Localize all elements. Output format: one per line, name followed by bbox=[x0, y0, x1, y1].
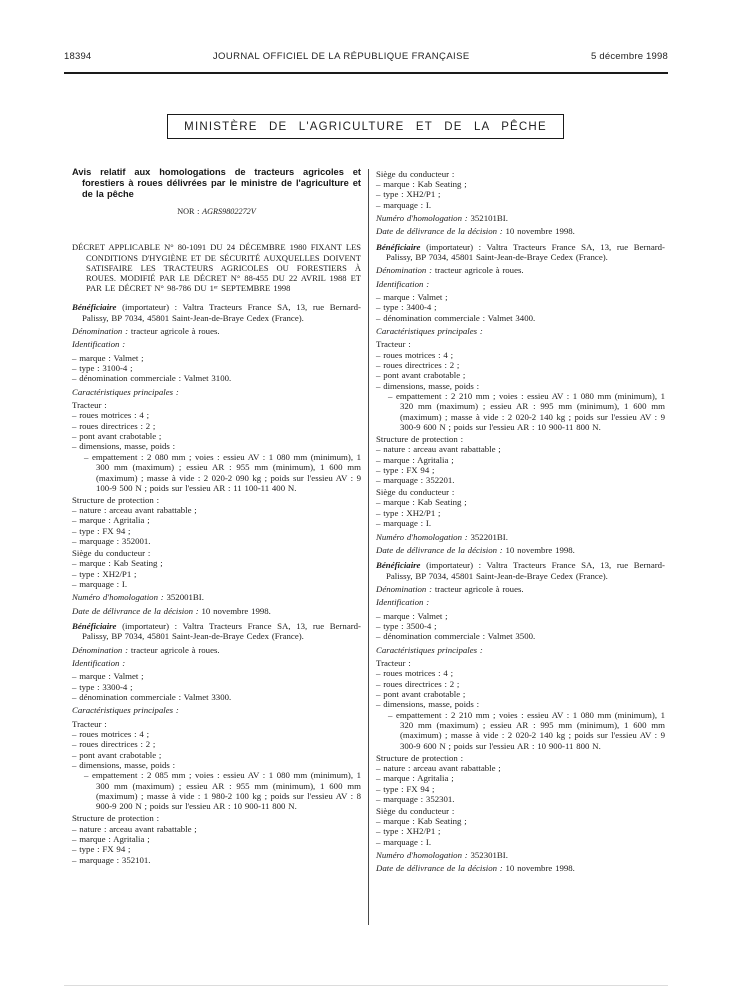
paragraph-text: – dénomination commerciale : Valmet 3100. bbox=[72, 373, 232, 384]
list-item bbox=[72, 363, 361, 373]
list-item bbox=[376, 465, 665, 475]
labeled-line bbox=[72, 592, 361, 602]
beneficiary-paragraph bbox=[72, 621, 361, 642]
paragraph-text: – type : FX 94 ; bbox=[72, 844, 131, 855]
list-item bbox=[72, 558, 361, 568]
list-item bbox=[376, 773, 665, 783]
section-label bbox=[72, 813, 361, 823]
paragraph-text: tracteur agricole à roues. bbox=[432, 583, 524, 594]
paragraph-text: – marquage : I. bbox=[376, 199, 432, 210]
list-item bbox=[72, 750, 361, 760]
list-item bbox=[72, 431, 361, 441]
labeled-line bbox=[72, 658, 361, 668]
paragraph-text: – roues directrices : 2 ; bbox=[72, 420, 156, 431]
paragraph-text: Tracteur : bbox=[376, 657, 411, 668]
paragraph-text: – roues motrices : 4 ; bbox=[72, 729, 150, 740]
paragraph-text: – marque : Agritalia ; bbox=[72, 834, 150, 845]
paragraph-lead: Bénéficiaire bbox=[72, 302, 117, 313]
paragraph-text: – dénomination commerciale : Valmet 3400. bbox=[376, 312, 536, 323]
list-item bbox=[376, 679, 665, 689]
labeled-line bbox=[72, 606, 361, 616]
paragraph-text: (importateur) : Valtra Tracteurs France SA, 13, rue Bernard-Palissy, BP 7034, 45801 Saint-Jean-de-Braye Cedex (France). bbox=[82, 302, 361, 323]
paragraph-text: Structure de protection : bbox=[376, 433, 464, 444]
nor-reference bbox=[72, 207, 361, 217]
list-item bbox=[72, 353, 361, 363]
labeled-line bbox=[376, 326, 665, 336]
paragraph-text: – type : XH2/P1 ; bbox=[72, 568, 137, 579]
list-item bbox=[376, 699, 665, 709]
section-label bbox=[72, 495, 361, 505]
list-item bbox=[72, 824, 361, 834]
right-column bbox=[376, 167, 665, 877]
paragraph-lead: Date de délivrance de la décision : bbox=[72, 605, 199, 616]
paragraph-text: Structure de protection : bbox=[72, 813, 160, 824]
paragraph-lead: Caractéristiques principales : bbox=[72, 705, 179, 716]
list-item bbox=[376, 763, 665, 773]
list-item bbox=[376, 689, 665, 699]
section-label bbox=[376, 753, 665, 763]
section-label bbox=[376, 434, 665, 444]
labeled-line bbox=[376, 532, 665, 542]
paragraph-text: – type : FX 94 ; bbox=[376, 464, 435, 475]
paragraph-lead: Identification : bbox=[376, 597, 430, 608]
beneficiary-paragraph bbox=[376, 242, 665, 263]
paragraph-text: – roues directrices : 2 ; bbox=[376, 360, 460, 370]
left-column bbox=[72, 167, 361, 865]
section-label bbox=[376, 658, 665, 668]
paragraph-text: – roues motrices : 4 ; bbox=[376, 349, 454, 360]
paragraph-text: Siège du conducteur : bbox=[376, 805, 455, 816]
notice-heading bbox=[72, 167, 361, 200]
paragraph-text: – dimensions, masse, poids : bbox=[376, 699, 480, 710]
list-item bbox=[72, 692, 361, 702]
paragraph-text: 10 novembre 1998. bbox=[502, 863, 575, 874]
list-item bbox=[376, 189, 665, 199]
list-item bbox=[376, 444, 665, 454]
beneficiary-paragraph bbox=[376, 560, 665, 581]
labeled-line bbox=[72, 339, 361, 349]
list-item bbox=[72, 505, 361, 515]
list-item bbox=[72, 844, 361, 854]
paragraph-lead: Dénomination : bbox=[376, 583, 433, 594]
list-item bbox=[72, 855, 361, 865]
paragraph-text: – type : XH2/P1 ; bbox=[376, 507, 441, 518]
list-item bbox=[376, 837, 665, 847]
page-number: 18394 bbox=[64, 51, 92, 62]
section-label bbox=[72, 719, 361, 729]
paragraph-text: 352301BI. bbox=[467, 850, 508, 861]
paragraph-text: – dénomination commerciale : Valmet 3500. bbox=[376, 631, 536, 642]
section-label bbox=[376, 806, 665, 816]
paragraph-text: – roues directrices : 2 ; bbox=[72, 739, 156, 750]
list-item bbox=[376, 826, 665, 836]
paragraph-text: – marquage : I. bbox=[376, 836, 432, 847]
paragraph-text: – roues motrices : 4 ; bbox=[72, 410, 150, 421]
paragraph-text: – empattement : 2 210 mm ; voies : essieu AV : 1 080 mm (minimum), 1 320 mm (maximum) ; essieu AR : 995 mm (minimum), 1 600 mm (maximum) ; masse à vide : 2 020-2 140 kg ; poids sur l'essieu AV : 9 300-9 600 N ; poids sur l'essieu AR : 10 900-11 800 N. bbox=[388, 391, 665, 433]
list-item bbox=[376, 313, 665, 323]
paragraph-text: – roues directrices : 2 ; bbox=[376, 678, 460, 689]
paragraph-text: 10 novembre 1998. bbox=[502, 226, 575, 237]
paragraph-text: – pont avant crabotable ; bbox=[376, 688, 466, 699]
paragraph-text: Structure de protection : bbox=[72, 494, 160, 505]
paragraph-lead: Identification : bbox=[72, 658, 126, 669]
list-item bbox=[376, 621, 665, 631]
list-item bbox=[376, 497, 665, 507]
paragraph-text: – marque : Kab Seating ; bbox=[376, 497, 467, 508]
list-item bbox=[376, 200, 665, 210]
paragraph-lead: Caractéristiques principales : bbox=[376, 325, 483, 336]
decree-reference bbox=[72, 242, 361, 293]
paragraph-text: – nature : arceau avant rabattable ; bbox=[72, 823, 197, 834]
paragraph-text: – marque : Valmet ; bbox=[72, 352, 144, 363]
list-item bbox=[376, 784, 665, 794]
paragraph-lead: Identification : bbox=[376, 278, 430, 289]
list-item bbox=[376, 475, 665, 485]
paragraph-text: Avis relatif aux homologations de tracteurs agricoles et forestiers à roues délivrées par le ministre de l'agriculture et de la pêche bbox=[72, 167, 361, 199]
list-item bbox=[72, 569, 361, 579]
paragraph-text: – marque : Valmet ; bbox=[376, 610, 448, 621]
paragraph-text: Tracteur : bbox=[72, 400, 107, 411]
paragraph-text: – type : FX 94 ; bbox=[376, 783, 435, 794]
section-label bbox=[376, 339, 665, 349]
paragraph-lead: Numéro d'homologation : bbox=[376, 850, 468, 861]
list-item bbox=[72, 373, 361, 383]
paragraph-text: DÉCRET APPLICABLE N° 80-1091 DU 24 DÉCEMBRE 1980 FIXANT LES CONDITIONS D'HYGIÈNE ET DE SÉCURITÉ AUXQUELLES DOIVENT SATISFAIRE LES TRACTEURS AGRICOLES OU FORESTIERS À ROUES. MODIFIÉ PAR LE DÉCRET N° 88-455 DU 22 AVRIL 1988 ET PAR LE DÉCRET N° 98-786 DU 1ᵉʳ SEPTEMBRE 1998 bbox=[72, 242, 361, 294]
list-item bbox=[72, 421, 361, 431]
labeled-line bbox=[376, 584, 665, 594]
two-column-body bbox=[72, 167, 666, 925]
list-subitem bbox=[388, 710, 665, 751]
paragraph-text: – nature : arceau avant rabattable ; bbox=[376, 444, 501, 455]
paragraph-lead: Bénéficiaire bbox=[376, 560, 421, 571]
paragraph-text: – marquage : 352001. bbox=[72, 536, 151, 547]
paragraph-text: Siège du conducteur : bbox=[376, 487, 455, 498]
list-item bbox=[376, 794, 665, 804]
list-item bbox=[376, 292, 665, 302]
list-item bbox=[376, 360, 665, 370]
paragraph-text: – type : 3300-4 ; bbox=[72, 681, 133, 692]
paragraph-text: – marque : Agritalia ; bbox=[376, 773, 454, 784]
paragraph-text: tracteur agricole à roues. bbox=[128, 326, 220, 337]
paragraph-text: – empattement : 2 080 mm ; voies : essieu AV : 1 080 mm (minimum), 1 300 mm (maximum) ; essieu AR : 955 mm (minimum), 1 600 mm (maximum) ; masse à vide : 2 020-2 090 kg ; poids sur l'essieu AV : 9 100-9 500 N ; poids sur l'essieu AR : 11 100-11 400 N. bbox=[84, 451, 361, 493]
paragraph-text: Siège du conducteur : bbox=[72, 547, 151, 558]
list-subitem bbox=[84, 452, 361, 493]
list-item bbox=[72, 760, 361, 770]
paragraph-text: – marque : Agritalia ; bbox=[72, 515, 150, 526]
labeled-line bbox=[376, 279, 665, 289]
paragraph-text: (importateur) : Valtra Tracteurs France SA, 13, rue Bernard-Palissy, BP 7034, 45801 Saint-Jean-de-Braye Cedex (France). bbox=[386, 560, 665, 581]
list-item bbox=[72, 410, 361, 420]
labeled-line bbox=[376, 645, 665, 655]
paragraph-text: – marque : Kab Seating ; bbox=[376, 816, 467, 827]
list-item bbox=[376, 302, 665, 312]
section-label bbox=[376, 487, 665, 497]
labeled-line bbox=[376, 213, 665, 223]
list-item bbox=[376, 611, 665, 621]
ministry-title-row bbox=[0, 114, 731, 139]
list-item bbox=[72, 671, 361, 681]
paragraph-text: – type : XH2/P1 ; bbox=[376, 189, 441, 200]
section-label bbox=[376, 169, 665, 179]
page-bottom-edge bbox=[64, 985, 668, 986]
labeled-line bbox=[376, 226, 665, 236]
paragraph-lead: Date de délivrance de la décision : bbox=[376, 863, 503, 874]
paragraph-lead: Bénéficiaire bbox=[376, 241, 421, 252]
section-label bbox=[72, 400, 361, 410]
paragraph-text: – type : 3400-4 ; bbox=[376, 302, 437, 313]
paragraph-lead: Caractéristiques principales : bbox=[72, 386, 179, 397]
list-item bbox=[376, 179, 665, 189]
paragraph-text: Siège du conducteur : bbox=[376, 168, 455, 179]
paragraph-text: – empattement : 2 210 mm ; voies : essieu AV : 1 080 mm (minimum), 1 320 mm (maximum) ; essieu AR : 995 mm (minimum), 1 600 mm (maximum) ; masse à vide : 2 020-2 140 kg ; poids sur l'essieu AV : 9 300-9 600 N ; poids sur l'essieu AR : 10 900-11 800 N. bbox=[388, 709, 665, 751]
paragraph-lead: Dénomination : bbox=[72, 326, 129, 337]
list-item bbox=[376, 370, 665, 380]
paragraph-text: – marque : Valmet ; bbox=[376, 291, 448, 302]
list-item bbox=[72, 526, 361, 536]
labeled-line bbox=[376, 265, 665, 275]
list-item bbox=[72, 682, 361, 692]
paragraph-text: – pont avant crabotable ; bbox=[72, 431, 162, 442]
column-divider-rule bbox=[368, 169, 369, 925]
paragraph-lead: Date de délivrance de la décision : bbox=[376, 544, 503, 555]
masthead bbox=[64, 51, 668, 62]
paragraph-lead: Date de délivrance de la décision : bbox=[376, 226, 503, 237]
paragraph-text: AGRS9802272V bbox=[202, 207, 256, 216]
paragraph-text: – pont avant crabotable ; bbox=[376, 370, 466, 381]
paragraph-text: – type : 3100-4 ; bbox=[72, 363, 133, 374]
list-item bbox=[376, 518, 665, 528]
paragraph-text: – type : XH2/P1 ; bbox=[376, 826, 441, 837]
ministry-title: MINISTÈRE DE L'AGRICULTURE ET DE LA PÊCHE bbox=[167, 114, 564, 139]
labeled-line bbox=[376, 597, 665, 607]
paragraph-text: tracteur agricole à roues. bbox=[432, 265, 524, 276]
paragraph-text: tracteur agricole à roues. bbox=[128, 644, 220, 655]
paragraph-text: 10 novembre 1998. bbox=[198, 605, 271, 616]
paragraph-lead: Numéro d'homologation : bbox=[376, 212, 468, 223]
paragraph-lead: Identification : bbox=[72, 339, 126, 350]
paragraph-text: – dimensions, masse, poids : bbox=[376, 380, 480, 391]
labeled-line bbox=[376, 850, 665, 860]
list-item bbox=[376, 350, 665, 360]
paragraph-lead: Dénomination : bbox=[376, 265, 433, 276]
labeled-line bbox=[72, 387, 361, 397]
paragraph-text: – marquage : I. bbox=[376, 518, 432, 529]
paragraph-text: – nature : arceau avant rabattable ; bbox=[376, 762, 501, 773]
paragraph-text: – type : 3500-4 ; bbox=[376, 620, 437, 631]
paragraph-text: Structure de protection : bbox=[376, 752, 464, 763]
list-subitem bbox=[388, 391, 665, 432]
paragraph-text: – roues motrices : 4 ; bbox=[376, 668, 454, 679]
paragraph-text: – marque : Valmet ; bbox=[72, 671, 144, 682]
header-rule bbox=[64, 72, 668, 74]
paragraph-text: – marquage : I. bbox=[72, 578, 128, 589]
paragraph-text: – marque : Kab Seating ; bbox=[72, 558, 163, 569]
paragraph-lead: NOR : bbox=[177, 207, 203, 216]
list-item bbox=[72, 729, 361, 739]
paragraph-text: (importateur) : Valtra Tracteurs France SA, 13, rue Bernard-Palissy, BP 7034, 45801 Saint-Jean-de-Braye Cedex (France). bbox=[82, 620, 361, 642]
paragraph-text: Tracteur : bbox=[72, 718, 107, 729]
paragraph-lead: Caractéristiques principales : bbox=[376, 644, 483, 655]
paragraph-lead: Dénomination : bbox=[72, 644, 129, 655]
paragraph-text: – empattement : 2 085 mm ; voies : essieu AV : 1 080 mm (minimum), 1 300 mm (maximum) ; essieu AR : 955 mm (minimum), 1 600 mm (maximum) ; masse à vide : 1 980-2 100 kg ; poids sur l'essieu AV : 8 900-9 200 N ; poids sur l'essieu AR : 10 900-11 800 N. bbox=[84, 770, 361, 812]
paragraph-text: – dénomination commerciale : Valmet 3300. bbox=[72, 692, 232, 703]
paragraph-text: 10 novembre 1998. bbox=[502, 544, 575, 555]
list-item bbox=[72, 579, 361, 589]
paragraph-text: – nature : arceau avant rabattable ; bbox=[72, 505, 197, 516]
labeled-line bbox=[72, 645, 361, 655]
beneficiary-paragraph bbox=[72, 302, 361, 323]
list-item bbox=[376, 816, 665, 826]
list-item bbox=[72, 536, 361, 546]
list-item bbox=[376, 631, 665, 641]
paragraph-lead: Numéro d'homologation : bbox=[72, 592, 164, 603]
section-label bbox=[72, 548, 361, 558]
paragraph-text: Tracteur : bbox=[376, 339, 411, 350]
paragraph-text: – marquage : 352101. bbox=[72, 854, 151, 865]
paragraph-lead: Bénéficiaire bbox=[72, 620, 117, 631]
journal-title: JOURNAL OFFICIEL DE LA RÉPUBLIQUE FRANÇAISE bbox=[212, 51, 470, 62]
paragraph-text: (importateur) : Valtra Tracteurs France SA, 13, rue Bernard-Palissy, BP 7034, 45801 Saint-Jean-de-Braye Cedex (France). bbox=[386, 241, 665, 262]
paragraph-lead: Numéro d'homologation : bbox=[376, 531, 468, 542]
list-item bbox=[376, 508, 665, 518]
labeled-line bbox=[376, 863, 665, 873]
list-item bbox=[72, 515, 361, 525]
list-item bbox=[376, 381, 665, 391]
paragraph-text: – type : FX 94 ; bbox=[72, 525, 131, 536]
paragraph-text: 352001BI. bbox=[163, 592, 204, 603]
paragraph-text: – marquage : 352201. bbox=[376, 475, 455, 486]
paragraph-text: – marque : Kab Seating ; bbox=[376, 178, 467, 189]
paragraph-text: 352201BI. bbox=[467, 531, 508, 542]
labeled-line bbox=[376, 545, 665, 555]
paragraph-text: – marque : Agritalia ; bbox=[376, 454, 454, 465]
paragraph-text: – pont avant crabotable ; bbox=[72, 749, 162, 760]
list-item bbox=[72, 834, 361, 844]
paragraph-text: – dimensions, masse, poids : bbox=[72, 441, 176, 452]
paragraph-text: – marquage : 352301. bbox=[376, 793, 455, 804]
paragraph-text: – dimensions, masse, poids : bbox=[72, 760, 176, 771]
list-item bbox=[376, 668, 665, 678]
list-item bbox=[376, 455, 665, 465]
labeled-line bbox=[72, 705, 361, 715]
list-item bbox=[72, 739, 361, 749]
issue-date: 5 décembre 1998 bbox=[591, 51, 668, 62]
list-item bbox=[72, 441, 361, 451]
labeled-line bbox=[72, 326, 361, 336]
paragraph-text: 352101BI. bbox=[467, 212, 508, 223]
list-subitem bbox=[84, 770, 361, 811]
